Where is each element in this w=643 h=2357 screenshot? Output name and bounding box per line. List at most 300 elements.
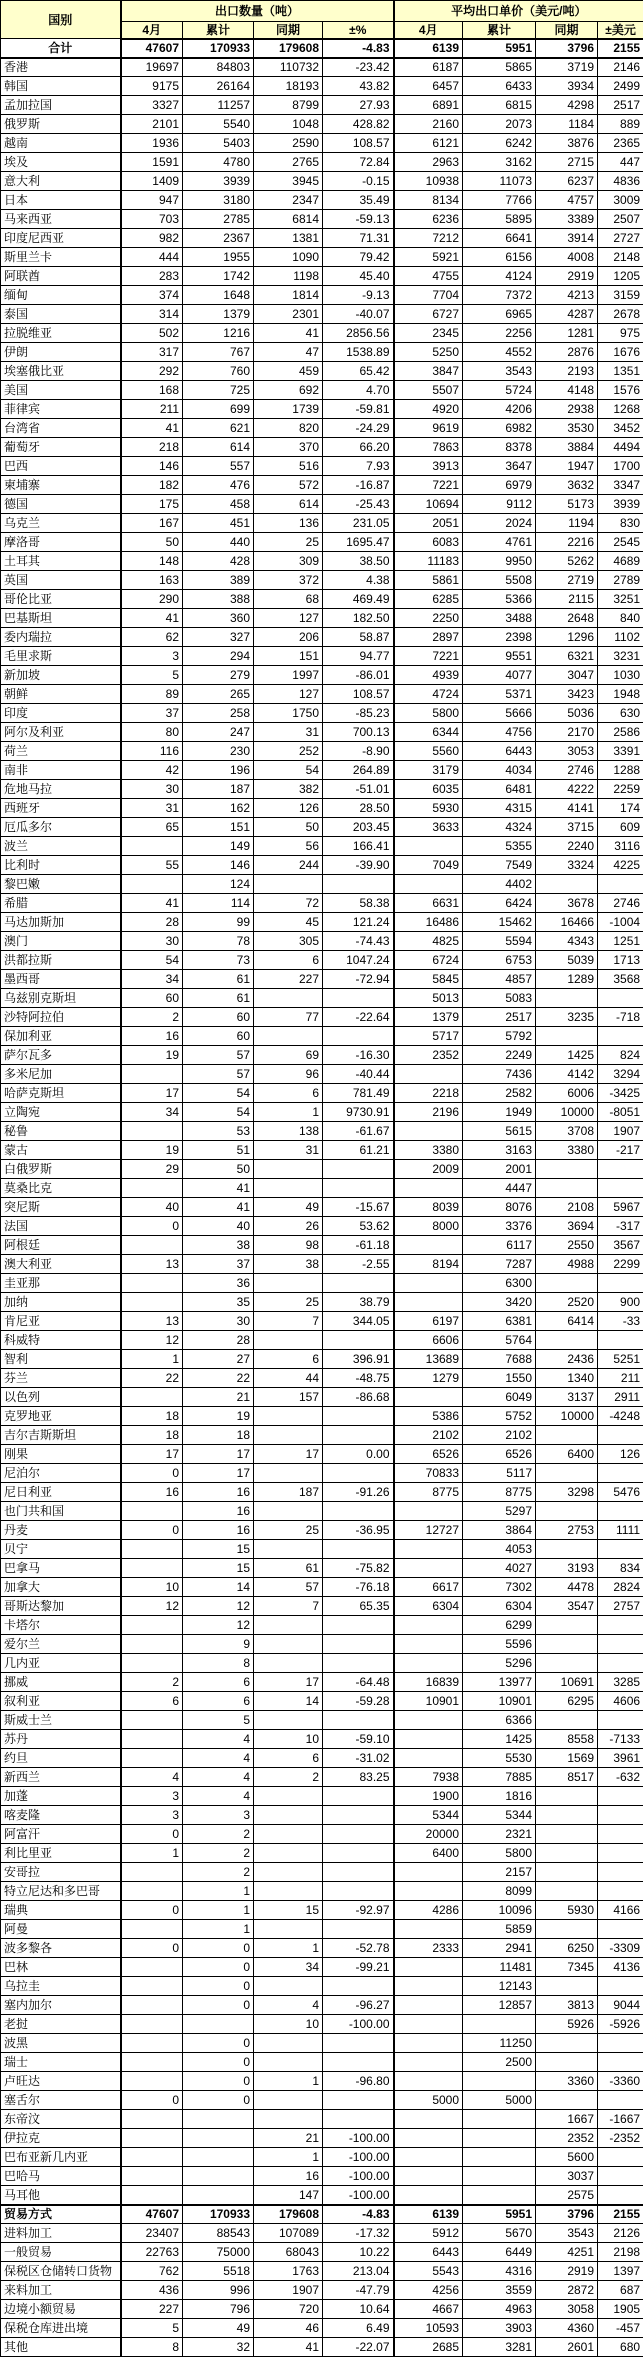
value-cell: 17: [254, 1673, 323, 1692]
value-cell: 121.24: [323, 913, 394, 932]
table-row: [1, 1768, 643, 1787]
value-cell: [254, 1540, 323, 1559]
value-cell: 8517: [536, 1768, 598, 1787]
country-cell: 爱尔兰: [1, 1635, 121, 1654]
value-cell: 5800: [463, 1844, 536, 1863]
value-cell: -5926: [598, 2015, 643, 2034]
country-cell: 波兰: [1, 837, 121, 856]
value-cell: 621: [183, 419, 254, 438]
value-cell: [121, 2129, 183, 2148]
value-cell: 60: [121, 989, 183, 1008]
country-cell: 加拿大: [1, 1578, 121, 1597]
value-cell: 51: [183, 1141, 254, 1160]
value-cell: 5507: [394, 381, 463, 400]
country-cell: 法国: [1, 1217, 121, 1236]
table-row: [1, 875, 643, 894]
table-row: [1, 989, 643, 1008]
value-cell: 1379: [394, 1008, 463, 1027]
value-cell: 317: [121, 343, 183, 362]
value-cell: [394, 1540, 463, 1559]
country-cell: 巴布亚新几内亚: [1, 2148, 121, 2167]
value-cell: 61.21: [323, 1141, 394, 1160]
value-cell: 0: [121, 1825, 183, 1844]
table-row: [1, 1464, 643, 1483]
value-cell: 7766: [463, 191, 536, 210]
value-cell: 15: [183, 1559, 254, 1578]
table-row: [1, 1046, 643, 1065]
table-row: [1, 799, 643, 818]
value-cell: 3009: [598, 191, 643, 210]
value-cell: 41: [121, 894, 183, 913]
value-cell: 0: [121, 1521, 183, 1540]
qty-same-period-header: 同期: [254, 22, 323, 39]
value-cell: 2436: [536, 1350, 598, 1369]
value-cell: [121, 1958, 183, 1977]
value-cell: -85.23: [323, 704, 394, 723]
value-cell: 4251: [536, 2243, 598, 2262]
value-cell: 6: [254, 1350, 323, 1369]
value-cell: -64.48: [323, 1673, 394, 1692]
value-cell: 1713: [598, 951, 643, 970]
value-cell: 4213: [536, 286, 598, 305]
value-cell: 6236: [394, 210, 463, 229]
value-cell: 7436: [463, 1065, 536, 1084]
value-cell: [598, 1502, 643, 1521]
value-cell: 5540: [183, 115, 254, 134]
value-cell: 2938: [536, 400, 598, 419]
value-cell: 2146: [598, 58, 643, 77]
country-cell: 阿曼: [1, 1920, 121, 1939]
value-cell: 2196: [394, 1103, 463, 1122]
table-row: [1, 1293, 643, 1312]
table-row: [1, 1635, 643, 1654]
table-row: [1, 362, 643, 381]
value-cell: [598, 1616, 643, 1635]
value-cell: 1048: [254, 115, 323, 134]
value-cell: 4027: [463, 1559, 536, 1578]
value-cell: [394, 1863, 463, 1882]
value-cell: 58.38: [323, 894, 394, 913]
value-cell: 6641: [463, 229, 536, 248]
value-cell: 5543: [394, 2262, 463, 2281]
value-cell: 187: [254, 1483, 323, 1502]
value-cell: 4689: [598, 552, 643, 571]
value-cell: 767: [183, 343, 254, 362]
value-cell: -96.27: [323, 1996, 394, 2015]
value-cell: 18: [183, 1426, 254, 1445]
table-row: [1, 1920, 643, 1939]
value-cell: [323, 1426, 394, 1445]
value-cell: 609: [598, 818, 643, 837]
value-cell: [323, 2053, 394, 2072]
value-cell: 6035: [394, 780, 463, 799]
value-cell: 43.82: [323, 77, 394, 96]
value-cell: 6: [254, 1749, 323, 1768]
value-cell: 1: [121, 1350, 183, 1369]
value-cell: 781.49: [323, 1084, 394, 1103]
table-row: [1, 704, 643, 723]
table-row: [1, 1673, 643, 1692]
value-cell: [598, 1635, 643, 1654]
value-cell: 796: [183, 2300, 254, 2319]
table-row: [1, 2300, 643, 2319]
value-cell: -100.00: [323, 2186, 394, 2205]
value-cell: 9730.91: [323, 1103, 394, 1122]
value-cell: 168: [121, 381, 183, 400]
value-cell: 469.49: [323, 590, 394, 609]
value-cell: 54: [183, 1084, 254, 1103]
value-cell: [323, 2091, 394, 2110]
table-row: [1, 115, 643, 134]
value-cell: [121, 1863, 183, 1882]
country-cell: 智利: [1, 1350, 121, 1369]
value-cell: 65: [121, 818, 183, 837]
value-cell: 5865: [463, 58, 536, 77]
value-cell: 3: [183, 1806, 254, 1825]
value-cell: 6139: [394, 2205, 463, 2224]
country-cell: 西班牙: [1, 799, 121, 818]
table-row: [1, 647, 643, 666]
value-cell: 2321: [463, 1825, 536, 1844]
value-cell: 3547: [536, 1597, 598, 1616]
value-cell: 6156: [463, 248, 536, 267]
value-cell: 1288: [598, 761, 643, 780]
value-cell: 8099: [463, 1882, 536, 1901]
table-row: [1, 1521, 643, 1540]
value-cell: 3914: [536, 229, 598, 248]
table-row: [1, 837, 643, 856]
value-cell: 4.38: [323, 571, 394, 590]
value-cell: 680: [598, 2338, 643, 2357]
table-row: [1, 438, 643, 457]
table-row: [1, 2186, 643, 2205]
value-cell: 436: [121, 2281, 183, 2300]
table-row: [1, 2015, 643, 2034]
value-cell: 8775: [463, 1483, 536, 1502]
table-row: [1, 210, 643, 229]
country-cell: 马达加斯加: [1, 913, 121, 932]
country-cell: 拉脱维亚: [1, 324, 121, 343]
value-cell: 31: [254, 1141, 323, 1160]
value-cell: [254, 2110, 323, 2129]
value-cell: 2517: [463, 1008, 536, 1027]
value-cell: 4402: [463, 875, 536, 894]
value-cell: 1397: [598, 2262, 643, 2281]
value-cell: 2024: [463, 514, 536, 533]
value-cell: 3543: [536, 2224, 598, 2243]
country-cell: 英国: [1, 571, 121, 590]
table-row: [1, 2319, 643, 2338]
value-cell: 18: [121, 1407, 183, 1426]
value-cell: 8378: [463, 438, 536, 457]
value-cell: 6139: [394, 39, 463, 58]
value-cell: 2301: [254, 305, 323, 324]
value-cell: 175: [121, 495, 183, 514]
value-cell: 6433: [463, 77, 536, 96]
value-cell: [323, 1863, 394, 1882]
value-cell: 2727: [598, 229, 643, 248]
value-cell: 3380: [394, 1141, 463, 1160]
value-cell: 244: [254, 856, 323, 875]
value-cell: 126: [254, 799, 323, 818]
value-cell: 5251: [598, 1350, 643, 1369]
value-cell: [598, 1863, 643, 1882]
value-cell: 10691: [536, 1673, 598, 1692]
value-cell: 2601: [536, 2338, 598, 2357]
country-cell: 其他: [1, 2338, 121, 2357]
value-cell: 179608: [254, 2205, 323, 2224]
value-cell: 2856.56: [323, 324, 394, 343]
value-cell: [323, 1407, 394, 1426]
value-cell: [254, 1654, 323, 1673]
country-cell: 白俄罗斯: [1, 1160, 121, 1179]
value-cell: 3715: [536, 818, 598, 837]
value-cell: [598, 1540, 643, 1559]
value-cell: [536, 2034, 598, 2053]
value-cell: 99: [183, 913, 254, 932]
value-cell: 2250: [394, 609, 463, 628]
value-cell: -100.00: [323, 2129, 394, 2148]
value-cell: 8194: [394, 1255, 463, 1274]
value-cell: 265: [183, 685, 254, 704]
value-cell: 292: [121, 362, 183, 381]
value-cell: 9551: [463, 647, 536, 666]
country-cell: 马耳他: [1, 2186, 121, 2205]
value-cell: 83.25: [323, 1768, 394, 1787]
table-row: [1, 2110, 643, 2129]
value-cell: -7133: [598, 1730, 643, 1749]
country-cell: 喀麦隆: [1, 1806, 121, 1825]
value-cell: 5859: [463, 1920, 536, 1939]
value-cell: 2365: [598, 134, 643, 153]
value-cell: 44: [254, 1369, 323, 1388]
value-cell: 4124: [463, 267, 536, 286]
country-cell: 荷兰: [1, 742, 121, 761]
value-cell: -72.94: [323, 970, 394, 989]
table-row: [1, 1369, 643, 1388]
table-row: [1, 1863, 643, 1882]
value-cell: [598, 1027, 643, 1046]
value-cell: [254, 1616, 323, 1635]
value-cell: 975: [598, 324, 643, 343]
value-cell: 49: [254, 1198, 323, 1217]
value-cell: [463, 2167, 536, 2186]
table-row: [1, 856, 643, 875]
value-cell: 7302: [463, 1578, 536, 1597]
value-cell: 5724: [463, 381, 536, 400]
value-cell: [254, 875, 323, 894]
value-cell: 218: [121, 438, 183, 457]
value-cell: 13: [121, 1255, 183, 1274]
value-cell: 3391: [598, 742, 643, 761]
value-cell: 25: [254, 1293, 323, 1312]
value-cell: 3543: [463, 362, 536, 381]
value-cell: 1695.47: [323, 533, 394, 552]
value-cell: 6304: [394, 1597, 463, 1616]
value-cell: 1: [183, 1901, 254, 1920]
value-cell: 174: [598, 799, 643, 818]
value-cell: 2102: [394, 1426, 463, 1445]
value-cell: 14: [254, 1692, 323, 1711]
country-cell: 合计: [1, 39, 121, 58]
value-cell: -15.67: [323, 1198, 394, 1217]
value-cell: 6424: [463, 894, 536, 913]
value-cell: [394, 1236, 463, 1255]
value-cell: 4: [183, 1768, 254, 1787]
country-cell: 南非: [1, 761, 121, 780]
country-cell: 斯里兰卡: [1, 248, 121, 267]
value-cell: 1676: [598, 343, 643, 362]
value-cell: 42: [121, 761, 183, 780]
value-cell: 47607: [121, 39, 183, 58]
value-cell: -3425: [598, 1084, 643, 1103]
value-cell: [394, 1749, 463, 1768]
value-cell: 247: [183, 723, 254, 742]
value-cell: 5930: [394, 799, 463, 818]
value-cell: [598, 1426, 643, 1445]
table-row: [1, 1654, 643, 1673]
value-cell: 2157: [463, 1863, 536, 1882]
price-same-period-header: 同期: [536, 22, 598, 39]
value-cell: 4343: [536, 932, 598, 951]
country-cell: 德国: [1, 495, 121, 514]
value-cell: [394, 2072, 463, 2091]
value-cell: [323, 1882, 394, 1901]
value-cell: 167: [121, 514, 183, 533]
value-cell: 116: [121, 742, 183, 761]
value-cell: 1907: [598, 1122, 643, 1141]
value-cell: 227: [121, 2300, 183, 2319]
table-row: [1, 77, 643, 96]
value-cell: 34: [121, 1103, 183, 1122]
table-row: [1, 39, 643, 58]
value-cell: 1268: [598, 400, 643, 419]
value-cell: 3294: [598, 1065, 643, 1084]
value-cell: 6250: [536, 1939, 598, 1958]
table-row: [1, 1540, 643, 1559]
value-cell: 7885: [463, 1768, 536, 1787]
country-cell: 埃塞俄比亚: [1, 362, 121, 381]
value-cell: 7221: [394, 476, 463, 495]
value-cell: 4825: [394, 932, 463, 951]
value-cell: 5262: [536, 552, 598, 571]
value-cell: 2575: [536, 2186, 598, 2205]
value-cell: 4315: [463, 799, 536, 818]
country-cell: 印度: [1, 704, 121, 723]
value-cell: 1279: [394, 1369, 463, 1388]
country-cell: 多米尼加: [1, 1065, 121, 1084]
value-cell: 3251: [598, 590, 643, 609]
value-cell: 5036: [536, 704, 598, 723]
value-cell: 2249: [463, 1046, 536, 1065]
value-cell: 1900: [394, 1787, 463, 1806]
value-cell: 1111: [598, 1521, 643, 1540]
table-row: [1, 400, 643, 419]
value-cell: [254, 1407, 323, 1426]
value-cell: 138: [254, 1122, 323, 1141]
value-cell: 2876: [536, 343, 598, 362]
value-cell: 3796: [536, 2205, 598, 2224]
value-cell: 2115: [536, 590, 598, 609]
value-cell: [394, 1293, 463, 1312]
value-cell: 3884: [536, 438, 598, 457]
value-cell: [121, 2015, 183, 2034]
value-cell: [598, 2034, 643, 2053]
country-cell: 卢旺达: [1, 2072, 121, 2091]
value-cell: 38.79: [323, 1293, 394, 1312]
value-cell: 1296: [536, 628, 598, 647]
value-cell: 2746: [536, 761, 598, 780]
value-cell: [536, 1274, 598, 1293]
value-cell: [323, 2034, 394, 2053]
value-cell: 16: [183, 1521, 254, 1540]
country-cell: 伊拉克: [1, 2129, 121, 2148]
table-row: [1, 1825, 643, 1844]
value-cell: 30: [183, 1312, 254, 1331]
value-cell: 108.57: [323, 685, 394, 704]
country-cell: 芬兰: [1, 1369, 121, 1388]
value-cell: -317: [598, 1217, 643, 1236]
value-cell: 1030: [598, 666, 643, 685]
country-cell: 台湾省: [1, 419, 121, 438]
value-cell: 3864: [463, 1521, 536, 1540]
value-cell: [183, 2015, 254, 2034]
value-cell: [183, 2148, 254, 2167]
value-cell: 72.84: [323, 153, 394, 172]
value-cell: 4606: [598, 1692, 643, 1711]
qty-change-percent-header: ±%: [323, 22, 394, 39]
value-cell: -1004: [598, 913, 643, 932]
value-cell: 12727: [394, 1521, 463, 1540]
value-cell: 840: [598, 609, 643, 628]
country-cell: 丹麦: [1, 1521, 121, 1540]
value-cell: 2545: [598, 533, 643, 552]
value-cell: 5594: [463, 932, 536, 951]
value-cell: 61: [254, 1559, 323, 1578]
value-cell: 557: [183, 457, 254, 476]
country-cell: 以色列: [1, 1388, 121, 1407]
value-cell: 8000: [394, 1217, 463, 1236]
value-cell: -1667: [598, 2110, 643, 2129]
value-cell: [121, 2148, 183, 2167]
value-cell: [323, 1160, 394, 1179]
value-cell: 1: [254, 1939, 323, 1958]
value-cell: 16839: [394, 1673, 463, 1692]
table-row: [1, 1958, 643, 1977]
value-cell: 0: [183, 2053, 254, 2072]
value-cell: 4939: [394, 666, 463, 685]
value-cell: 53.62: [323, 1217, 394, 1236]
value-cell: -100.00: [323, 2167, 394, 2186]
value-cell: [394, 1654, 463, 1673]
table-row: [1, 1559, 643, 1578]
value-cell: 6481: [463, 780, 536, 799]
value-cell: [598, 1464, 643, 1483]
value-cell: 572: [254, 476, 323, 495]
country-cell: 利比里亚: [1, 1844, 121, 1863]
value-cell: 5403: [183, 134, 254, 153]
value-cell: 3423: [536, 685, 598, 704]
value-cell: 108.57: [323, 134, 394, 153]
value-cell: 614: [254, 495, 323, 514]
value-cell: 2919: [536, 2262, 598, 2281]
value-cell: 12: [183, 1616, 254, 1635]
value-cell: 38: [254, 1255, 323, 1274]
value-cell: [394, 2129, 463, 2148]
value-cell: 72: [254, 894, 323, 913]
table-row: [1, 2243, 643, 2262]
table-row: [1, 913, 643, 932]
